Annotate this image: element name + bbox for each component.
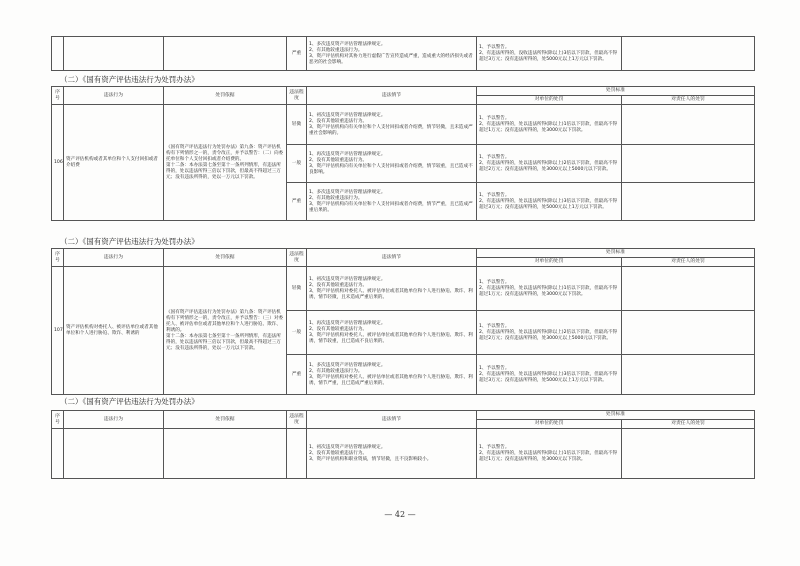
seq-cell	[52, 37, 64, 71]
behavior-cell: 资产评估机构或者其单位和个人支付回扣或者介绍费	[64, 105, 164, 221]
section-title: （二）《国有资产评估违法行为处罚办法》	[60, 397, 199, 406]
top-fragment-table	[51, 36, 755, 71]
unit-penalty-cell: 1、予以警告。 2、有违法所得的，处以违法所得(除以上)2倍以下罚款，但最高不得超过2万元；没有违法所得的，处3000元以上5000元以下罚款。	[477, 311, 622, 355]
header-circumstance: 违法情节	[307, 411, 477, 429]
section-title: （二）《国有资产评估违法行为处罚办法》	[60, 237, 199, 246]
header-unit-penalty: 对单位的处罚	[477, 96, 622, 105]
seq-cell	[52, 429, 64, 479]
header-basis: 处罚依据	[164, 411, 287, 429]
degree-cell: 轻微	[287, 267, 307, 311]
circumstance-cell: 1、再次违反资产评估管理法律规定。 2、没有其他较重违法行为。 3、资产评估机构向有关单位和个人支付回扣或者介绍费，情节较重，且已造成不良影响。	[307, 145, 477, 183]
unit-penalty-cell: 1、予以警告。 2、有违法所得的，没收违法所得(除以上)3倍以下罚款，但最高不得超过3万元；没有违法所得的，处5000元以上1万元以下罚款。	[477, 37, 622, 71]
degree-cell: 严重	[287, 355, 307, 395]
degree-cell: 严重	[287, 183, 307, 221]
basis-cell: 《国有资产评估违法行为处罚办法》第九条：资产评估机构有下列情形之一的，责令改正，并予以警告：（二）向委托单位和个人支付回扣或者介绍费的。 第十二条：本办法第七条至第十一条所列情形，有违法所得的，处以违法所得三倍以下罚款，但最高不得超过三万元；没有违法所得的，处以一万元以下罚款。	[164, 105, 287, 221]
circumstance-cell: 1、初次违反资产评估管理法律规定。 2、没有其他较重违法行为。 3、资产评估机构向有关单位和个人支付回扣或者介绍费，情节轻微，且未造成严重社会影响的。	[307, 105, 477, 145]
circumstance-cell: 1、再次违反资产评估管理法律规定。 2、没有其他较重违法行为。 3、资产评估机构对委托人、被评估单位或者其他单位和个人进行胁迫、欺诈、利诱，情节较重，且已造成不良后果的。	[307, 311, 477, 355]
circumstance-cell: 1、多次违反资产评估管理法律规定。 2、有其他较重违法行为。 3、资产评估机构向有关单位和个人支付回扣或者介绍费，情节严重，且已造成严重后果的。	[307, 183, 477, 221]
header-standard: 处罚标准	[477, 249, 755, 258]
seq-cell: 106	[52, 105, 64, 221]
unit-penalty-cell: 1、予以警告。 2、有违法所得的，处以违法所得(除以上)3倍以下罚款，但最高不得超过3万元；没有违法所得的，处5000元以上1万元以下罚款。	[477, 355, 622, 395]
degree-cell: 严重	[287, 37, 307, 71]
header-seq: 序号	[52, 411, 64, 429]
header-degree: 违法程度	[287, 411, 307, 429]
header-basis: 处罚依据	[164, 249, 287, 267]
circumstance-cell: 1、初次违反资产评估管理法律规定。 2、没有其他较重违法行为。 3、资产评估机构和职业资质，情节轻微，且不良影响较小。	[307, 429, 477, 479]
header-unit-penalty: 对单位的处罚	[477, 258, 622, 267]
penalty-table-partial	[51, 410, 755, 479]
circumstance-cell: 1、初次违反资产评估管理法律规定。 2、没有其他较重违法行为。 3、资产评估机构对委托人、被评估单位或者其他单位和个人进行胁迫、欺诈、利诱，情节轻微，且未造成严重后果的。	[307, 267, 477, 311]
person-penalty-cell	[622, 311, 755, 355]
header-standard: 处罚标准	[477, 411, 755, 420]
unit-penalty-cell: 1、予以警告。 2、有违法所得的，处以违法所得(除以上)3倍以下罚款，但最高不得超过3万元；没有违法所得的，处5000元以上1万元以下罚款。	[477, 183, 622, 221]
header-unit-penalty: 对单位的处罚	[477, 420, 622, 429]
header-basis: 处罚依据	[164, 87, 287, 105]
header-person-penalty: 对责任人的处罚	[622, 96, 755, 105]
unit-penalty-cell: 1、予以警告。 2、有违法所得的，处以违法所得(除以上)2倍以下罚款，但最高不得超过2万元；没有违法所得的，处3000元以上5000元以下罚款。	[477, 145, 622, 183]
header-standard: 处罚标准	[477, 87, 755, 96]
person-penalty-cell	[622, 37, 755, 71]
circumstance-cell: 1、多次违反资产评估管理法律规定。 2、有其他较重违法行为。 3、资产评估机构对其协力进行虚假广告宣传造成严重，造成重大的经济损失或者恶劣的社会影响。	[307, 37, 477, 71]
behavior-cell: 资产评估机构对委托人、被评估单位或者其他单位和个人进行胁迫、欺诈、利诱的	[64, 267, 164, 395]
unit-penalty-cell: 1、予以警告。 2、有违法所得的，处以违法所得(除以上)1倍以下罚款，但最高不得超过1万元；没有违法所得的，处3000元以下罚款。	[477, 105, 622, 145]
unit-penalty-cell: 1、予以警告。 2、有违法所得的，处以违法所得(除以上)1倍以下罚款，但最高不得超过1万元；没有违法所得的，处3000元以下罚款。	[477, 429, 622, 479]
header-behavior: 违法行为	[64, 411, 164, 429]
header-person-penalty: 对责任人的处罚	[622, 258, 755, 267]
person-penalty-cell	[622, 429, 755, 479]
degree-cell: 一般	[287, 311, 307, 355]
penalty-table-107	[51, 248, 755, 395]
header-person-penalty: 对责任人的处罚	[622, 420, 755, 429]
person-penalty-cell	[622, 267, 755, 311]
behavior-cell	[64, 429, 164, 479]
penalty-table-106	[51, 86, 755, 221]
basis-cell	[164, 429, 287, 479]
person-penalty-cell	[622, 355, 755, 395]
person-penalty-cell	[622, 183, 755, 221]
basis-cell	[164, 37, 287, 71]
degree-cell: 轻微	[287, 105, 307, 145]
behavior-cell	[64, 37, 164, 71]
circumstance-cell: 1、多次违反资产评估管理法律规定。 2、有其他较重违法行为。 3、资产评估机构对委托人、被评估单位或者其他单位和个人进行胁迫、欺诈、利诱，情节严重，且已造成严重后果的。	[307, 355, 477, 395]
header-seq: 序号	[52, 249, 64, 267]
seq-cell: 107	[52, 267, 64, 395]
header-degree: 违法程度	[287, 87, 307, 105]
header-behavior: 违法行为	[64, 87, 164, 105]
header-behavior: 违法行为	[64, 249, 164, 267]
person-penalty-cell	[622, 105, 755, 145]
header-degree: 违法程度	[287, 249, 307, 267]
unit-penalty-cell: 1、予以警告。 2、有违法所得的，处以违法所得(除以上)1倍以下罚款，但最高不得超过1万元；没有违法所得的，处3000元以下罚款。	[477, 267, 622, 311]
header-circumstance: 违法情节	[307, 87, 477, 105]
degree-cell: 一般	[287, 145, 307, 183]
page-number: — 42 —	[384, 510, 416, 519]
header-seq: 序号	[52, 87, 64, 105]
degree-cell	[287, 429, 307, 479]
basis-cell: 《国有资产评估违法行为处罚办法》第九条：资产评估机构有下列情形之一的，责令改正，并予以警告：（三）对委托人、被评估单位或者其他单位和个人进行胁迫、欺诈、利诱的。 第十二条：本办法第七条至第十一条所列情形，有违法所得的，处以违法所得三倍以下罚款，但最高不得超过三万元；没有违法所得的，处以一万元以下罚款。	[164, 267, 287, 395]
section-title: （二）《国有资产评估违法行为处罚办法》	[60, 75, 199, 84]
header-circumstance: 违法情节	[307, 249, 477, 267]
person-penalty-cell	[622, 145, 755, 183]
